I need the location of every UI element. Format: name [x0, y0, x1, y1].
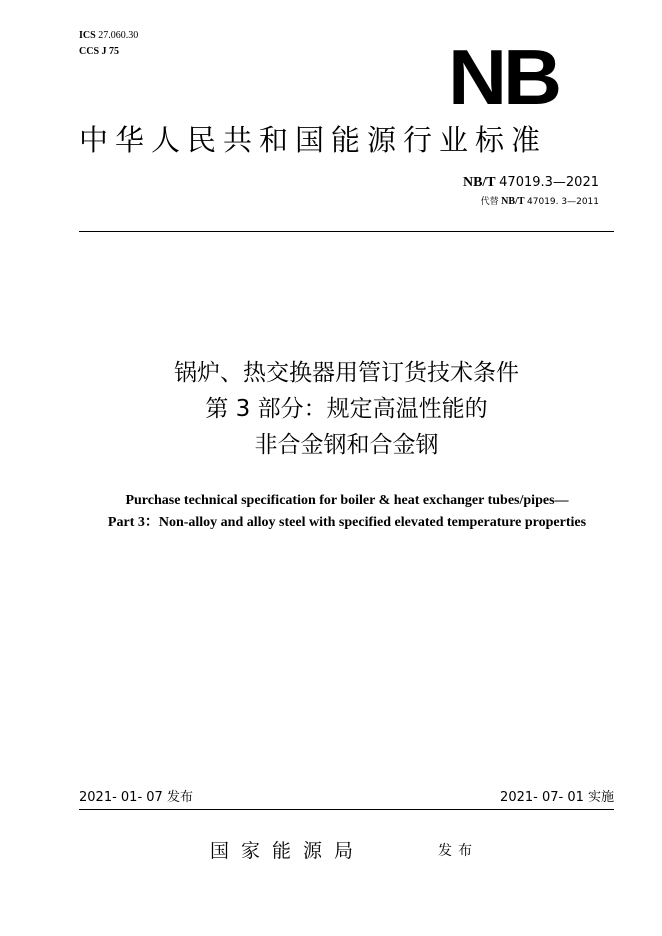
title-en-line1: Purchase technical specification for boiler & heat exchanger tubes/pipes—: [125, 493, 569, 508]
title-cn-line2: 第 3 部分：规定高温性能的: [205, 396, 488, 422]
issuer-action: 发布: [438, 843, 478, 859]
replaces-label: 代替: [480, 197, 499, 207]
ics-code: [79, 29, 138, 42]
replaces-line: [481, 195, 599, 209]
standard-number: [463, 174, 599, 192]
implementation-date: 2021- 07- 01 实施: [500, 790, 614, 805]
issuer-name: 国家能源局: [210, 840, 366, 862]
header-divider: [79, 231, 614, 232]
nb-logo: NB: [448, 33, 558, 121]
issue-date: 2021- 01- 07 发布: [79, 790, 193, 805]
ics-value: 27.060.30: [98, 30, 139, 41]
ccs-value: J 75: [101, 46, 120, 57]
ccs-label: CCS: [79, 46, 100, 57]
replaces-number: 47019. 3—2011: [527, 197, 599, 207]
standard-category-title: 中华人民共和国能源行业标准: [79, 123, 548, 157]
ccs-code: [79, 45, 119, 58]
footer-divider: [79, 809, 614, 810]
title-cn-line1: 锅炉、热交换器用管订货技术条件: [174, 360, 519, 386]
standard-number-prefix: NB/T: [462, 175, 496, 190]
title-cn-line3: 非合金钢和合金钢: [254, 432, 439, 458]
title-en-line2: Part 3：Non-alloy and alloy steel with specified elevated temperature properties: [107, 515, 587, 530]
replaces-prefix: NB/T: [501, 196, 525, 207]
standard-number-value: 47019.3—2021: [499, 175, 599, 190]
ics-label: ICS: [79, 30, 96, 41]
